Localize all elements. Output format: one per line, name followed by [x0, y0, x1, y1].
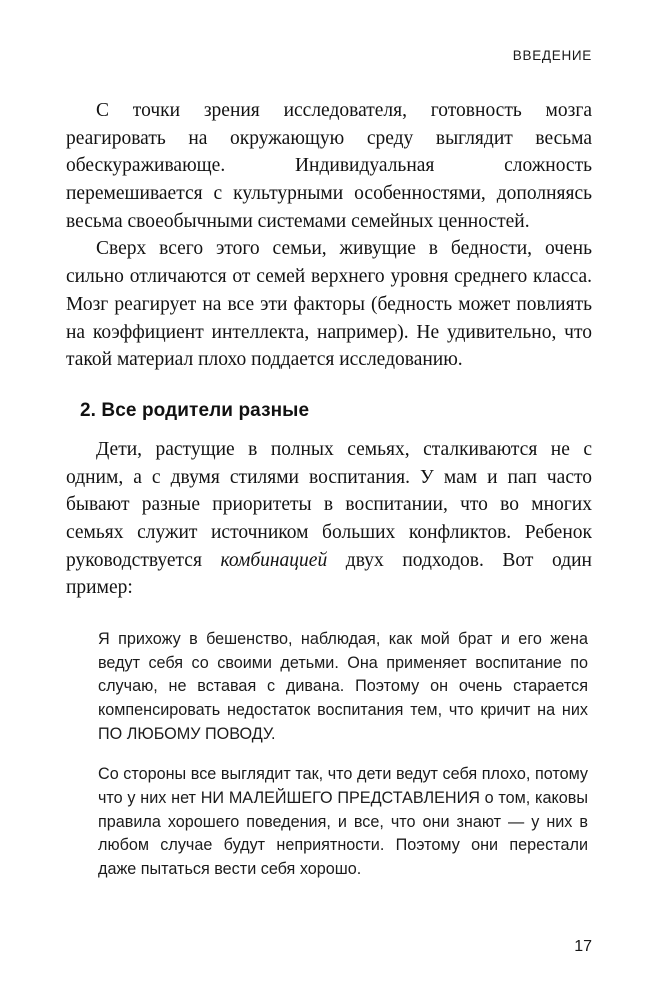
running-head: ВВЕДЕНИЕ	[512, 48, 592, 63]
paragraph-3-text-after: двух подходов. Вот один пример:	[66, 549, 592, 599]
quote-paragraph-1: Я прихожу в бешенство, наблюдая, как мой брат и его жена ведут себя со своими детьми. Она применяет воспитание по случаю, не вставая с дивана. Поэтому он очень старается компенсировать недостаток воспитания тем, что кричит на них ПО ЛЮБОМУ ПОВОДУ.	[98, 630, 588, 743]
paragraph-3	[66, 436, 592, 602]
paragraph-3-text-before: Дети, растущие в полных семьях, сталкиваются не с одним, а с двумя стилями воспитания. У мам и пап часто бывают разные приоритеты в воспитании, что во многих семьях служит источником больших конфликтов. Ребенок руководствуется	[66, 438, 592, 571]
paragraph-1: С точки зрения исследователя, готовность мозга реагировать на окружающую среду выглядит весьма обескураживающе. Индивидуальная сложность перемешивается с культурными особенностями, дополняясь весьма своеобычными системами семейных ценностей.	[66, 100, 592, 232]
paragraph-2: Сверх всего этого семьи, живущие в бедности, очень сильно отличаются от семей верхнего уровня среднего класса. Мозг реагирует на все эти факторы (бедность может повлиять на коэффициент интеллекта, например). Не удивительно, что такой материал плохо поддается исследованию.	[66, 238, 592, 371]
quote-paragraph-2: Со стороны все выглядит так, что дети ведут себя плохо, потому что у них нет НИ МАЛЕЙШЕГО ПРЕДСТАВЛЕНИЯ о том, каковы правила хорошего поведения, и все, что они знают — у них в любом случае будут неприятности. Поэтому они перестали даже пытаться вести себя хорошо.	[98, 765, 588, 878]
section-heading: 2. Все родители разные	[80, 399, 310, 421]
page-number: 17	[574, 938, 592, 955]
quote-block	[98, 628, 592, 882]
paragraph-3-emphasis: комбинацией	[220, 549, 328, 571]
